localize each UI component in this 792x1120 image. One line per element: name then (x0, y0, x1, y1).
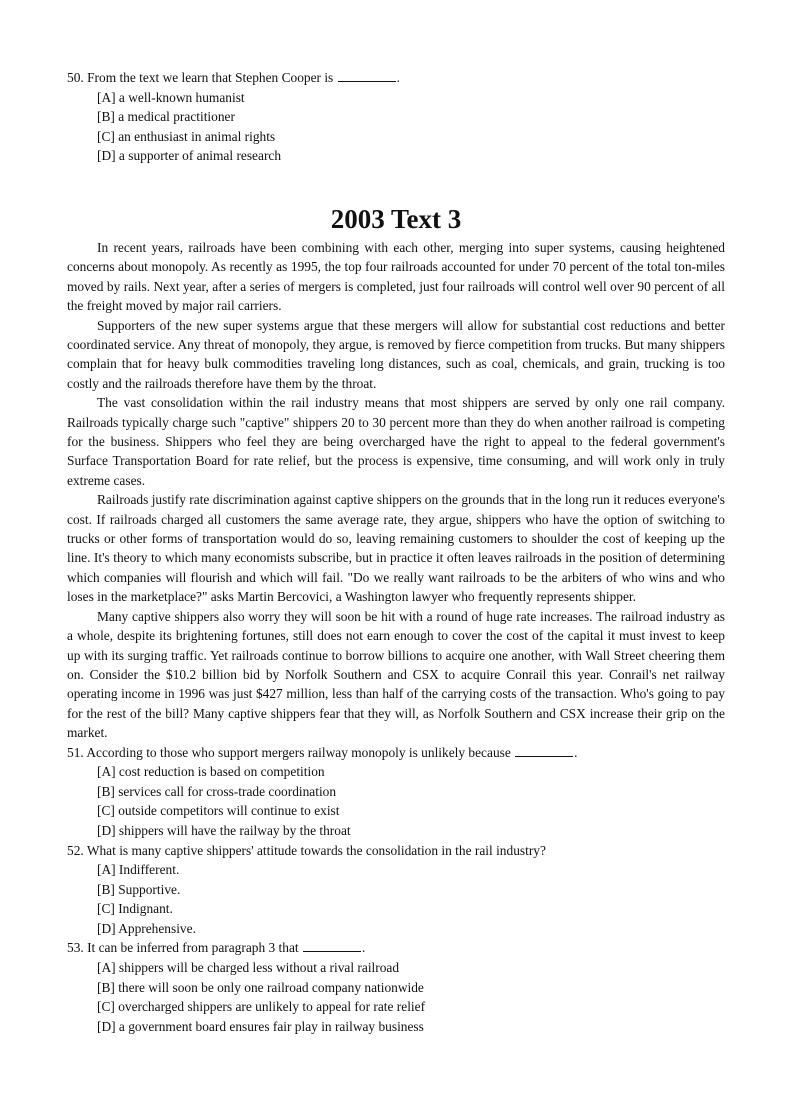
option-b: [B] there will soon be only one railroad company nationwide (97, 979, 424, 995)
option-b: [B] Supportive. (97, 881, 181, 897)
question-52 (67, 841, 725, 939)
answer-blank (338, 69, 396, 82)
exam-page (67, 68, 725, 1036)
question-53-stem (67, 938, 725, 958)
answer-blank (515, 744, 573, 757)
question-50 (67, 68, 725, 166)
stem-text: 50. From the text we learn that Stephen Cooper is (67, 70, 334, 85)
question-50-stem (67, 68, 725, 88)
stem-text: 53. It can be inferred from paragraph 3 that (67, 940, 299, 956)
option-d: [D] a supporter of animal research (97, 148, 282, 164)
option-c: [C] overcharged shippers are unlikely to appeal for rate relief (97, 999, 426, 1015)
section-title: 2003 Text 3 (330, 203, 462, 234)
passage (67, 238, 725, 743)
paragraph-3: The vast consolidation within the rail industry means that most shippers are served by only one rail company. Railroads typically charge such "captive" shippers 20 to 30 percent more than they do when another railroad is competing for the business. Shippers who feel they are being overcharged have the right to appeal to the federal government's Surface Transportation Board for rate relief, but the process is expensive, time consuming, and will work only in truly extreme cases. (67, 395, 725, 488)
stem-end: . (362, 940, 366, 956)
paragraph-2: Supporters of the new super systems argue that these mergers will allow for substantial cost reductions and better coordinated service. Any threat of monopoly, they argue, is removed by fierce competition from trucks. But many shippers complain that for heavy bulk commodities traveling long distances, such as coal, chemicals, and grain, trucking is too costly and the railroads therefore have them by the throat. (67, 317, 725, 391)
option-a: [A] a well-known humanist (97, 89, 245, 105)
option-d: [D] shippers will have the railway by the throat (97, 822, 351, 838)
question-51 (67, 743, 725, 841)
option-a: [A] shippers will be charged less without a rival railroad (97, 960, 400, 976)
option-d: [D] a government board ensures fair play in railway business (97, 1018, 424, 1034)
option-c: [C] outside competitors will continue to exist (97, 803, 340, 819)
stem-end: . (574, 744, 578, 760)
paragraph-5: Many captive shippers also worry they will soon be hit with a round of huge rate increases. The railroad industry as a whole, despite its brightening fortunes, still does not earn enough to cover the cost of the capital it must invest to keep up with its surging traffic. Yet railroads continue to borrow billions to acquire one another, with Wall Street cheering them on. Consider the $10.2 billion bid by Norfolk Southern and CSX to acquire Conrail this year. Conrail's net railway operating income in 1996 was just $427 million, less than half of the carrying costs of the transaction. Who's going to pay for the rest of the bill? Many captive shippers fear that they will, as Norfolk Southern and CSX increase their grip on the market. (67, 608, 725, 741)
question-53 (67, 938, 725, 1036)
option-b: [B] services call for cross-trade coordination (97, 783, 337, 799)
option-c: [C] Indignant. (97, 901, 173, 917)
option-a: [A] cost reduction is based on competition (97, 764, 325, 780)
option-a: [A] Indifferent. (97, 862, 180, 878)
stem-end: . (396, 70, 400, 85)
paragraph-1: In recent years, railroads have been combining with each other, merging into super systems, causing heightened concerns about monopoly. As recently as 1995, the top four railroads accounted for under 70 percent of the total ton-miles moved by rails. Next year, after a series of mergers is completed, just four railroads will control well over 90 percent of all the freight moved by major rail carriers. (67, 239, 725, 314)
option-c: [C] an enthusiast in animal rights (97, 128, 276, 144)
question-51-stem (67, 743, 725, 763)
option-d: [D] Apprehensive. (97, 920, 196, 936)
answer-blank (303, 939, 361, 952)
paragraph-4: Railroads justify rate discrimination against captive shippers on the grounds that in the long run it reduces everyone's cost. If railroads charged all customers the same average rate, they argue, shippers who have the option of switching to trucks or other forms of transportation would do so, leaving remaining customers to shoulder the cost of keeping up the line. It's theory to which many economists subscribe, but in practice it often leaves railroads in the position of determining which companies will flourish and which will fail. "Do we really want railroads to be the arbiters of who wins and who loses in the marketplace?" asks Martin Bercovici, a Washington lawyer who frequently represents shipper. (67, 492, 725, 605)
stem-text: 51. According to those who support mergers railway monopoly is unlikely because (67, 744, 511, 760)
option-b: [B] a medical practitioner (97, 109, 235, 125)
question-52-stem: 52. What is many captive shippers' attitude towards the consolidation in the rail industry? (67, 842, 546, 858)
